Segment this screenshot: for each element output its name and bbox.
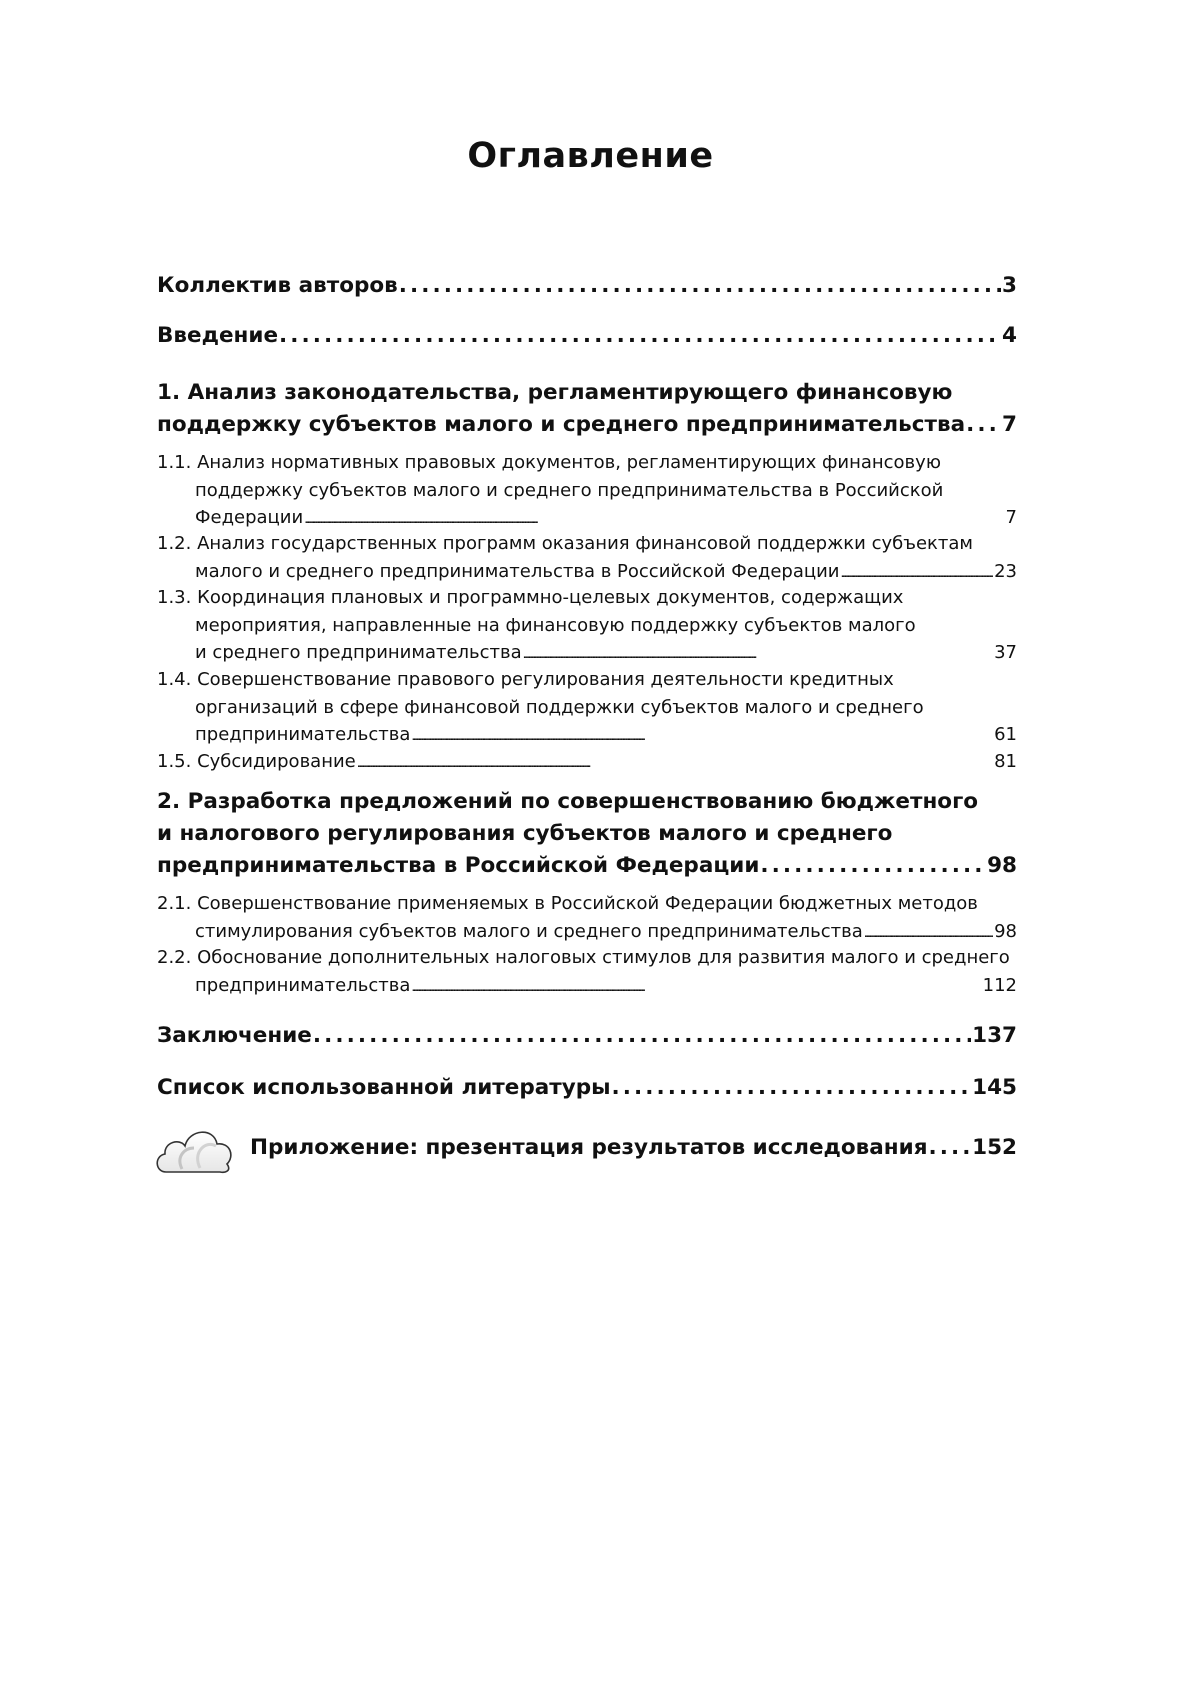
toc-chapter-1[interactable] [157, 377, 1017, 441]
toc-entry-label: Заключение [157, 1023, 312, 1048]
toc-section-line: организаций в сфере финансовой поддержки субъектов малого и среднего [195, 696, 924, 718]
toc-page-number: 152 [972, 1135, 1017, 1160]
toc-chapter-title-line: 1. Анализ законодательства, регламентирующего финансовую [157, 380, 953, 405]
toc-section-line: 2.2. Обоснование дополнительных налоговых стимулов для развития малого и среднего [157, 947, 1010, 968]
toc-section-line: 1.5. Субсидирование [157, 751, 356, 772]
toc-chapter-2[interactable] [157, 786, 1017, 882]
dot-leader [864, 918, 993, 948]
toc-section-2-2[interactable] [157, 944, 1017, 1001]
dot-leader [612, 1072, 972, 1104]
toc-entry-authors[interactable] [157, 270, 1017, 302]
toc-page-number: 137 [972, 1023, 1017, 1048]
toc-chapter-title-line: 2. Разработка предложений по совершенствованию бюджетного [157, 789, 979, 814]
toc-section-1-3[interactable] [157, 584, 1017, 669]
toc-entry-label: Приложение: презентация результатов исследования [250, 1135, 928, 1160]
toc-section-line: предпринимательства [195, 724, 411, 745]
dot-leader [313, 1020, 971, 1052]
dot-leader [279, 320, 1001, 352]
toc-section-line: поддержку субъектов малого и среднего предпринимательства в Российской [195, 479, 944, 501]
toc-section-2-1[interactable] [157, 890, 1017, 947]
toc-section-line: 1.4. Совершенствование правового регулирования деятельности кредитных [157, 669, 894, 690]
toc-page-number: 7 [1002, 412, 1017, 437]
toc-section-line: малого и среднего предпринимательства в Российской Федерации [195, 560, 840, 582]
toc-page-number: 23 [994, 560, 1017, 582]
toc-entry-label: Список использованной литературы [157, 1075, 611, 1100]
toc-entry-label: Введение [157, 323, 279, 348]
toc-section-1-1[interactable] [157, 449, 1017, 534]
toc-page-number: 3 [1002, 273, 1017, 298]
toc-chapter-title-line: предпринимательства в Российской Федерации [157, 853, 760, 878]
toc-page-number: 98 [987, 853, 1017, 878]
dot-leader [929, 1132, 972, 1164]
toc-page-number: 7 [1005, 507, 1017, 528]
toc-page-number: 81 [994, 751, 1017, 772]
toc-section-line: и среднего предпринимательства [195, 642, 522, 663]
toc-chapter-title-line: поддержку субъектов малого и среднего предпринимательства [157, 412, 966, 437]
toc-entry-conclusion[interactable] [157, 1020, 1017, 1052]
toc-section-line: 1.1. Анализ нормативных правовых документов, регламентирующих финансовую [157, 452, 941, 473]
toc-page-number: 37 [994, 642, 1017, 663]
toc-entry-intro[interactable] [157, 320, 1017, 352]
toc-section-line: 1.3. Координация плановых и программно-целевых документов, содержащих [157, 587, 904, 608]
toc-page-number: 98 [994, 920, 1017, 942]
toc-page-number: 61 [994, 724, 1017, 745]
toc-section-1-2[interactable] [157, 530, 1017, 587]
page-title: Оглавление [467, 136, 714, 176]
toc-entry-references[interactable] [157, 1072, 1017, 1104]
toc-section-line: Федерации [195, 507, 304, 528]
dot-leader [966, 409, 1001, 441]
toc-entry-label: Коллектив авторов [157, 273, 398, 298]
dot-leader [523, 639, 993, 669]
toc-entry-appendix[interactable] [250, 1132, 1017, 1164]
dot-leader [760, 850, 986, 882]
toc-section-line: 2.1. Совершенствование применяемых в Российской Федерации бюджетных методов [157, 893, 978, 914]
dot-leader [841, 558, 994, 588]
cloud-icon [152, 1122, 237, 1178]
toc-section-1-4[interactable] [157, 666, 1017, 751]
toc-page-number: 112 [982, 974, 1017, 996]
toc-section-line: предпринимательства [195, 974, 411, 996]
toc-section-line: мероприятия, направленные на финансовую поддержку субъектов малого [195, 614, 916, 636]
toc-page-number: 4 [1002, 323, 1017, 348]
toc-page-number: 145 [972, 1075, 1017, 1100]
dot-leader [357, 748, 993, 778]
toc-section-line: стимулирования субъектов малого и среднего предпринимательства [195, 920, 863, 942]
toc-chapter-title-line: и налогового регулирования субъектов малого и среднего [157, 821, 893, 846]
toc-section-line: 1.2. Анализ государственных программ оказания финансовой поддержки субъектам [157, 533, 974, 554]
toc-section-1-5[interactable] [157, 748, 1017, 778]
dot-leader [399, 270, 1001, 302]
dot-leader [411, 721, 993, 751]
dot-leader [411, 972, 981, 1002]
